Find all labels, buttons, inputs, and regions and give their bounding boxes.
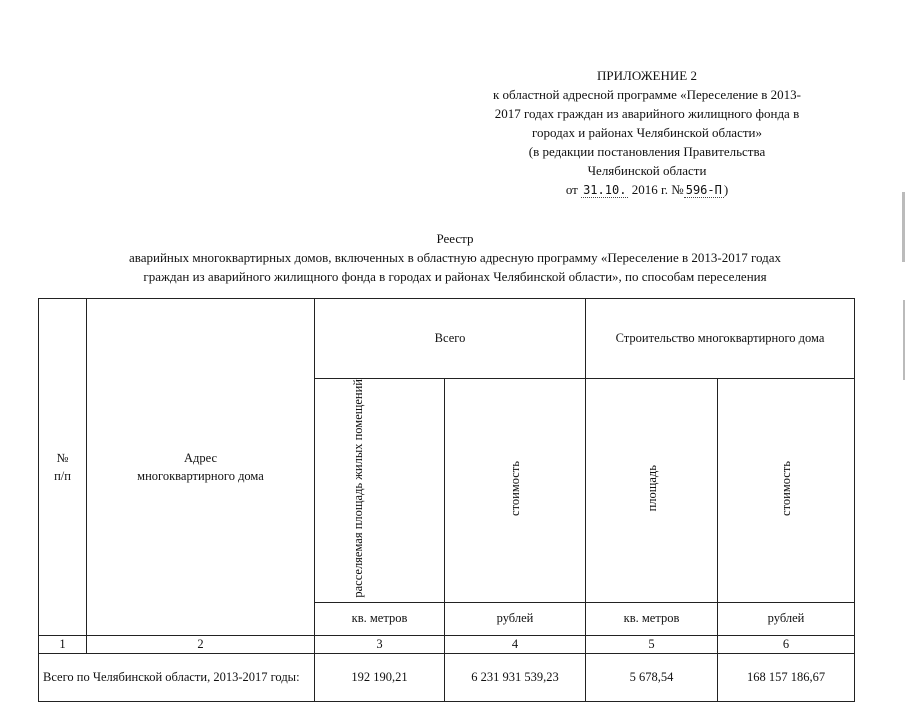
registry-title-block [20, 229, 890, 286]
decree-number: 596-П [685, 183, 722, 197]
total-cost-construction: 168 157 186,67 [718, 653, 855, 701]
total-label: Всего по Челябинской области, 2013-2017 годы: [39, 653, 315, 701]
registry-title: Реестр [436, 231, 474, 246]
subheader-area-resettled: расселяемая площадь жилых помещений [315, 379, 445, 603]
total-row [39, 653, 855, 701]
unit-sqm: кв. метров [315, 602, 445, 635]
total-area-construction: 5 678,54 [586, 653, 718, 701]
date-year: 2016 г. № [631, 182, 684, 197]
appendix-heading: ПРИЛОЖЕНИЕ 2 [597, 68, 697, 83]
subheader-cost: стоимость [445, 379, 586, 603]
index-cell: 2 [87, 635, 315, 653]
registry-line-2: граждан из аварийного жилищного фонда в городах и районах Челябинской области», по способам переселения [143, 269, 767, 284]
subheader-cost-construction: стоимость [718, 379, 855, 603]
appendix-line-4: (в редакции постановления Правительства [528, 144, 766, 159]
index-cell: 3 [315, 635, 445, 653]
appendix-line-5: Челябинской области [587, 163, 707, 178]
appendix-line-3: городах и районах Челябинской области» [532, 125, 762, 140]
date-value: 31.10. [583, 183, 627, 197]
header-address: Адрес многоквартирного дома [87, 299, 315, 636]
header-number: № п/п [39, 299, 87, 636]
registry-line-1: аварийных многоквартирных домов, включенных в областную адресную программу «Переселение в 2013-2017 годах [129, 250, 781, 265]
index-cell: 1 [39, 635, 87, 653]
appendix-date-line: от 31.10. 2016 г. № 596-П ) [565, 182, 729, 197]
total-cost: 6 231 931 539,23 [445, 653, 586, 701]
appendix-line-2: 2017 годах граждан из аварийного жилищного фонда в [494, 106, 800, 121]
header-group-total: Всего [315, 299, 586, 379]
registry-table [38, 298, 855, 702]
appendix-header [452, 66, 842, 200]
index-cell: 4 [445, 635, 586, 653]
appendix-line-1: к областной адресной программе «Переселение в 2013- [492, 87, 802, 102]
total-area-resettled: 192 190,21 [315, 653, 445, 701]
header-group-construction: Строительство многоквартирного дома [586, 299, 855, 379]
index-row [39, 635, 855, 653]
index-cell: 5 [586, 635, 718, 653]
unit-rub: рублей [445, 602, 586, 635]
index-cell: 6 [718, 635, 855, 653]
subheader-area: площадь [586, 379, 718, 603]
unit-rub-construction: рублей [718, 602, 855, 635]
date-prefix: от [565, 182, 578, 197]
unit-sqm-construction: кв. метров [586, 602, 718, 635]
